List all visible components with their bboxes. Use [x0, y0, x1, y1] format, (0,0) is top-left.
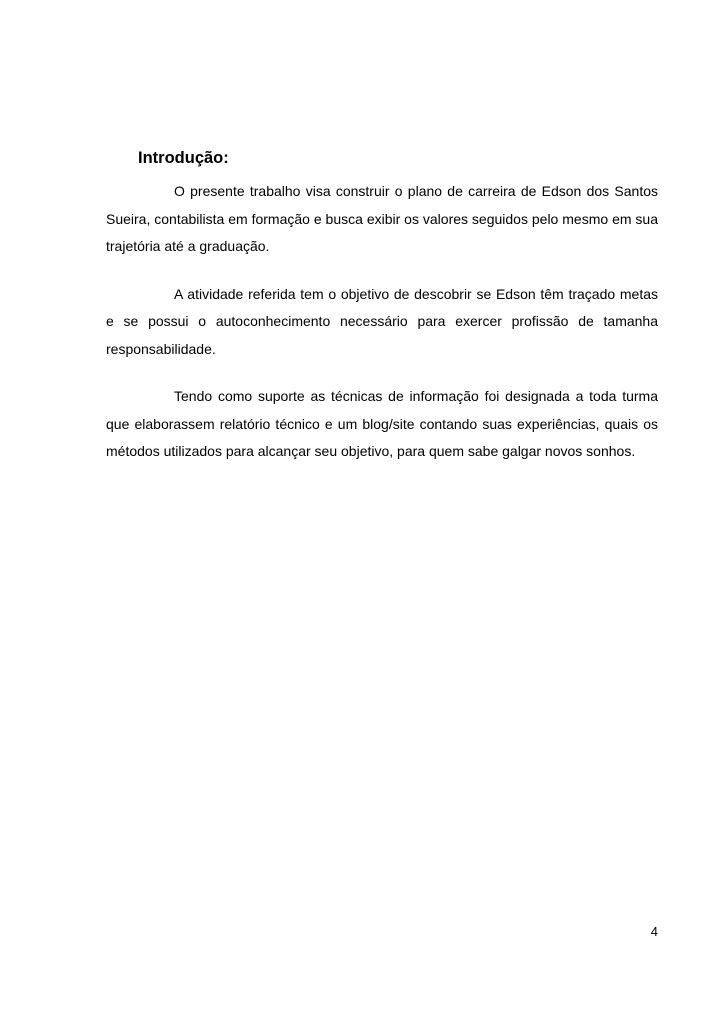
paragraph-1: O presente trabalho visa construir o plano de carreira de Edson dos Santos Sueira, contabilista em formação e busca exibir os valores seguidos pelo mesmo em sua trajetória até a graduação. — [106, 183, 658, 254]
body-text — [106, 178, 658, 486]
paragraph-2: A atividade referida tem o objetivo de descobrir se Edson têm traçado metas e se possui o autoconhecimento necessário para exercer profissão de tamanha responsabilidade. — [106, 285, 658, 357]
section-heading: Introdução: — [138, 149, 229, 167]
page-number: 4 — [650, 924, 658, 939]
paragraph-3: Tendo como suporte as técnicas de informação foi designada a toda turma que elaborassem relatório técnico e um blog/site contando suas experiências, quais os métodos utilizados para alcançar seu objetivo, para quem sabe galgar novos sonhos. — [106, 388, 658, 459]
